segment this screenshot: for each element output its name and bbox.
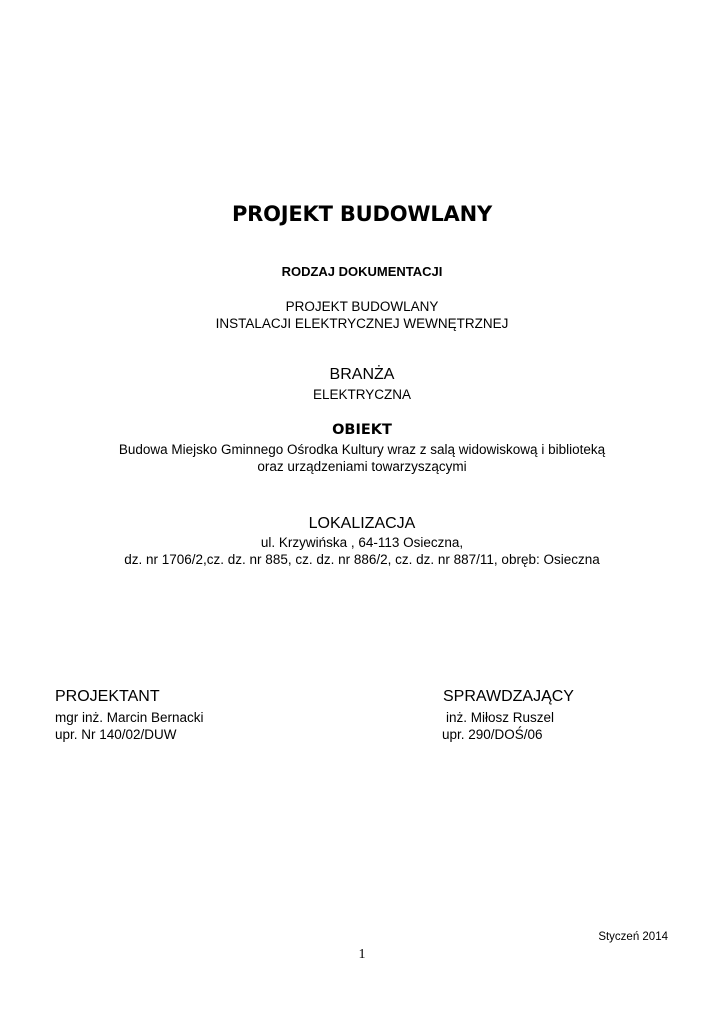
- branch-value: ELEKTRYCZNA: [312, 387, 412, 402]
- documentation-type-line-1: PROJEKT BUDOWLANY: [285, 299, 439, 314]
- designer-heading: PROJEKTANT: [55, 688, 160, 705]
- document-title: PROJEKT BUDOWLANY: [231, 202, 492, 226]
- object-description-line-1: Budowa Miejsko Gminnego Ośrodka Kultury wraz z salą widowiskową i biblioteką: [118, 442, 606, 457]
- checker-name: inż. Miłosz Ruszel: [446, 710, 555, 725]
- checker-license: upr. 290/DOŚ/06: [442, 727, 543, 742]
- designer-name: mgr inż. Marcin Bernacki: [55, 710, 204, 725]
- branch-heading: BRANŻA: [329, 366, 395, 383]
- location-plots: dz. nr 1706/2,cz. dz. nr 885, cz. dz. nr 886/2, cz. dz. nr 887/11, obręb: Osieczna: [124, 552, 600, 567]
- page-number: 1: [358, 947, 366, 962]
- location-heading: LOKALIZACJA: [308, 515, 416, 532]
- documentation-type-heading: RODZAJ DOKUMENTACJI: [281, 264, 443, 279]
- object-heading: OBIEKT: [332, 422, 392, 438]
- documentation-type-line-2: INSTALACJI ELEKTRYCZNEJ WEWNĘTRZNEJ: [215, 316, 509, 331]
- document-date: Styczeń 2014: [598, 931, 668, 943]
- designer-license: upr. Nr 140/02/DUW: [55, 727, 177, 742]
- checker-heading: SPRAWDZAJĄCY: [443, 688, 574, 705]
- object-description-line-2: oraz urządzeniami towarzyszącymi: [257, 459, 467, 474]
- location-address: ul. Krzywińska , 64-113 Osieczna,: [260, 535, 464, 550]
